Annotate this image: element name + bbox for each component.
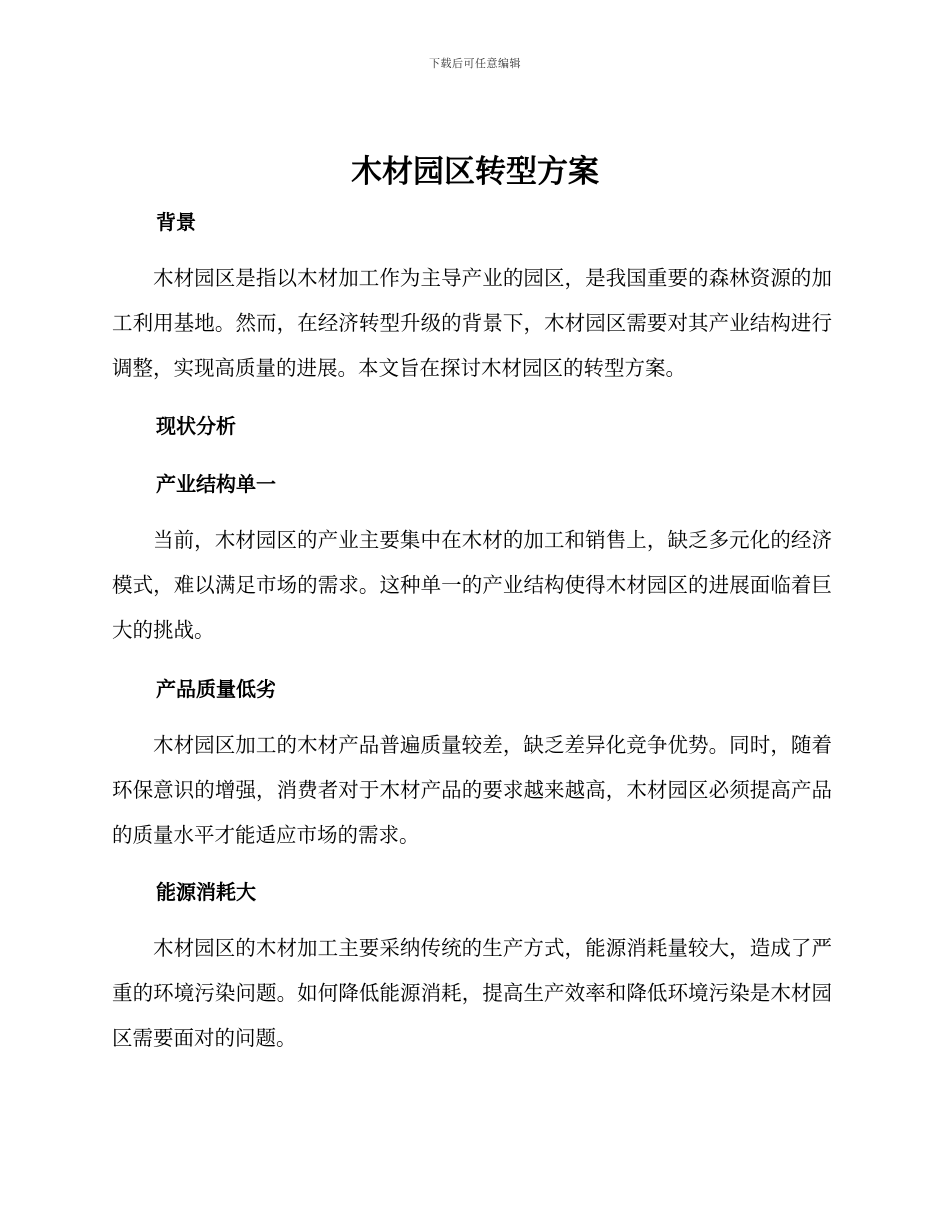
header-note: 下载后可任意编辑	[429, 57, 521, 70]
section-heading-background: 背景	[156, 210, 196, 234]
paragraph-single-industry: 当前，木材园区的产业主要集中在木材的加工和销售上，缺乏多元化的经济模式，难以满足市场的需求。这种单一的产业结构使得木材园区的进展面临着巨大的挑战。	[112, 528, 832, 642]
paragraph-low-quality: 木材园区加工的木材产品普遍质量较差，缺乏差异化竞争优势。同时，随着环保意识的增强，消费者对于木材产品的要求越来越高，木材园区必须提高产品的质量水平才能适应市场的需求。	[112, 733, 832, 847]
section-heading-status-analysis: 现状分析	[156, 414, 236, 438]
section-heading-low-quality: 产品质量低劣	[156, 677, 276, 701]
paragraph-energy-consumption: 木材园区的木材加工主要采纳传统的生产方式，能源消耗量较大，造成了严重的环境污染问题。如何降低能源消耗，提高生产效率和降低环境污染是木材园区需要面对的问题。	[112, 936, 832, 1050]
document-title: 木材园区转型方案	[351, 154, 599, 190]
section-heading-single-industry: 产业结构单一	[156, 472, 276, 496]
paragraph-background: 木材园区是指以木材加工作为主导产业的园区，是我国重要的森林资源的加工利用基地。然而，在经济转型升级的背景下，木材园区需要对其产业结构进行调整，实现高质量的进展。本文旨在探讨木材园区的转型方案。	[112, 266, 832, 380]
section-heading-energy-consumption: 能源消耗大	[156, 880, 256, 904]
